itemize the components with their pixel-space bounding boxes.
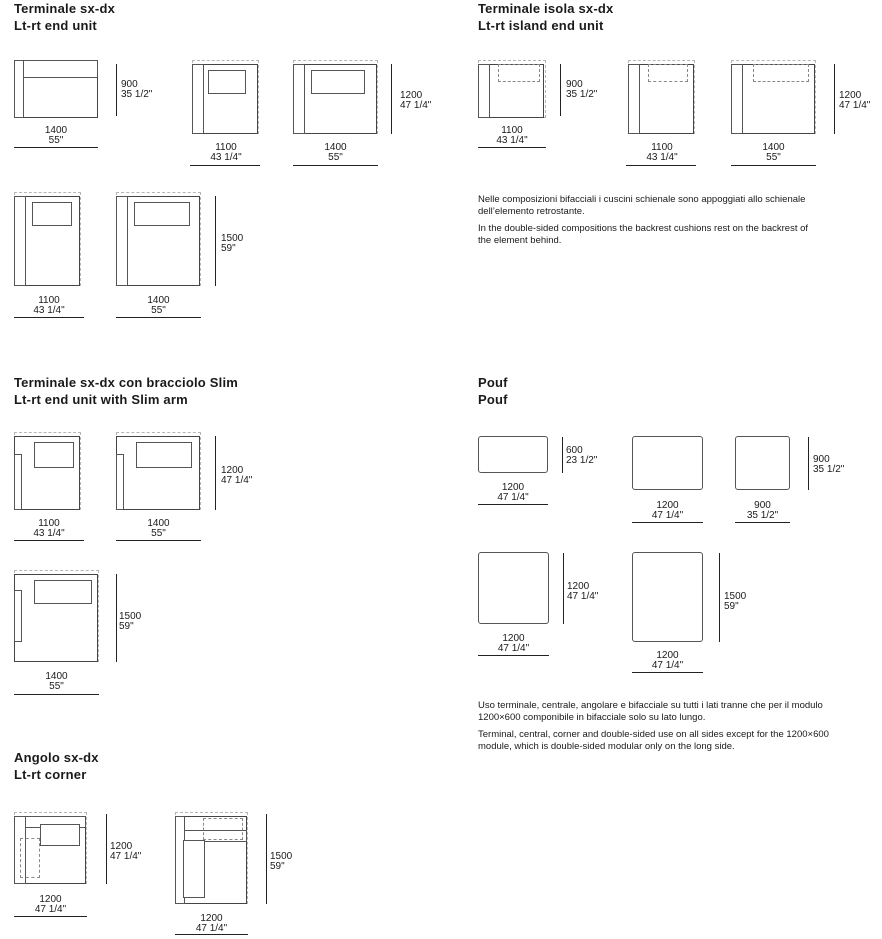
dimension-line bbox=[632, 522, 703, 523]
dimension-line bbox=[14, 694, 99, 695]
dimension-line bbox=[562, 437, 563, 473]
dimension-line bbox=[14, 317, 84, 318]
depth-label: 1500 59" bbox=[724, 591, 747, 612]
dimension-line bbox=[215, 196, 216, 286]
slim-arm-1400x1200-drawing bbox=[116, 432, 201, 510]
depth-label: 1200 47 1/4" bbox=[839, 90, 871, 111]
island-note bbox=[478, 194, 818, 252]
end-unit-1100x1200-drawing bbox=[192, 60, 259, 134]
title-english: Pouf bbox=[478, 392, 508, 407]
dimension-line bbox=[632, 672, 703, 673]
pouf-1200x1500-drawing bbox=[632, 552, 703, 642]
dimension-line bbox=[626, 165, 696, 166]
note-english: Terminal, central, corner and double-sided use on all sides except for the 1200×600 module, which is double-sided modular only on the long side. bbox=[478, 729, 829, 752]
width-label: 1400 55" bbox=[44, 125, 68, 146]
pouf-900x900-drawing bbox=[735, 436, 790, 490]
dimension-line bbox=[14, 540, 84, 541]
width-label: 1200 47 1/4" bbox=[497, 482, 529, 503]
title-english: Lt-rt end unit bbox=[14, 18, 97, 33]
title-english: Lt-rt corner bbox=[14, 767, 87, 782]
title-italian: Terminale sx-dx con bracciolo Slim bbox=[14, 375, 239, 390]
dimension-line bbox=[808, 437, 809, 490]
dimension-line bbox=[266, 814, 267, 904]
dimension-line bbox=[116, 540, 201, 541]
dimension-line bbox=[834, 64, 835, 134]
width-label: 1400 55" bbox=[762, 142, 785, 163]
section-title-corner bbox=[14, 749, 99, 783]
depth-label: 900 35 1/2" bbox=[813, 454, 845, 475]
dimension-line bbox=[478, 655, 549, 656]
slim-arm-1100x1200-drawing bbox=[14, 432, 81, 510]
depth-label: 900 35 1/2" bbox=[121, 79, 153, 100]
corner-1200x1500-drawing bbox=[175, 812, 248, 904]
dimension-line bbox=[14, 916, 87, 917]
title-english: Lt-rt end unit with Slim arm bbox=[14, 392, 188, 407]
dimension-line bbox=[563, 553, 564, 624]
dimension-line bbox=[116, 574, 117, 662]
width-label: 1200 47 1/4" bbox=[195, 913, 228, 934]
depth-label: 1200 47 1/4" bbox=[567, 581, 599, 602]
slim-arm-1400x1500-drawing bbox=[14, 570, 99, 662]
pouf-1200x1200-drawing bbox=[478, 552, 549, 624]
dimension-line bbox=[719, 553, 720, 642]
island-1100x1200-drawing bbox=[628, 60, 695, 134]
island-1100x900-drawing bbox=[478, 60, 546, 118]
note-english: In the double-sided compositions the backrest cushions rest on the backrest of the element behind. bbox=[478, 223, 809, 246]
end-unit-1400x1500-drawing bbox=[116, 192, 201, 286]
dimension-line bbox=[215, 436, 216, 510]
dimension-line bbox=[735, 522, 790, 523]
width-label: 1100 43 1/4" bbox=[646, 142, 678, 163]
corner-1200x1200-drawing bbox=[14, 812, 87, 884]
depth-label: 1200 47 1/4" bbox=[110, 841, 142, 862]
dimension-line bbox=[478, 504, 548, 505]
dimension-line bbox=[560, 64, 561, 116]
width-label: 1100 43 1/4" bbox=[33, 518, 65, 539]
dimension-line bbox=[175, 934, 248, 935]
width-label: 1400 55" bbox=[147, 295, 170, 316]
dimension-line bbox=[478, 147, 546, 148]
dimension-line bbox=[391, 64, 392, 134]
title-italian: Angolo sx-dx bbox=[14, 750, 99, 765]
end-unit-1400x1200-drawing bbox=[293, 60, 378, 134]
width-label: 1100 43 1/4" bbox=[33, 295, 65, 316]
section-title-end-unit bbox=[14, 0, 115, 34]
depth-label: 1500 59" bbox=[221, 233, 244, 254]
note-italian: Nelle composizioni bifacciali i cuscini schienale sono appoggiati allo schienale dell’elemento retrostante. bbox=[478, 194, 806, 217]
depth-label: 1500 59" bbox=[270, 851, 293, 872]
pouf-1200x600-drawing bbox=[478, 436, 548, 473]
width-label: 1100 43 1/4" bbox=[210, 142, 242, 163]
depth-label: 900 35 1/2" bbox=[566, 79, 598, 100]
width-label: 1100 43 1/4" bbox=[496, 125, 528, 146]
dimension-line bbox=[14, 147, 98, 148]
title-italian: Pouf bbox=[478, 375, 508, 390]
section-title-island-end bbox=[478, 0, 613, 34]
dimension-line bbox=[293, 165, 378, 166]
depth-label: 1200 47 1/4" bbox=[221, 465, 253, 486]
width-label: 1400 55" bbox=[324, 142, 347, 163]
width-label: 1200 47 1/4" bbox=[651, 650, 684, 671]
dimension-line bbox=[190, 165, 260, 166]
depth-label: 1200 47 1/4" bbox=[400, 90, 432, 111]
pouf-1200x900-drawing bbox=[632, 436, 703, 490]
width-label: 1200 47 1/4" bbox=[651, 500, 684, 521]
width-label: 1400 55" bbox=[45, 671, 68, 692]
end-unit-1100x1500-drawing bbox=[14, 192, 81, 286]
width-label: 900 35 1/2" bbox=[746, 500, 779, 521]
note-italian: Uso terminale, centrale, angolare e bifacciale su tutti i lati tranne che per il modulo 1200×600 componibile in bifacciale solo su lato lungo. bbox=[478, 700, 823, 723]
width-label: 1200 47 1/4" bbox=[34, 894, 67, 915]
title-english: Lt-rt island end unit bbox=[478, 18, 604, 33]
section-title-pouf bbox=[478, 374, 508, 408]
dimension-line bbox=[116, 317, 201, 318]
island-1400x1200-drawing bbox=[731, 60, 816, 134]
depth-label: 1500 59" bbox=[119, 611, 142, 632]
title-italian: Terminale sx-dx bbox=[14, 1, 116, 16]
width-label: 1400 55" bbox=[147, 518, 170, 539]
dimension-line bbox=[106, 814, 107, 884]
title-italian: Terminale isola sx-dx bbox=[478, 1, 614, 16]
end-unit-1400x900-drawing bbox=[14, 60, 98, 118]
dimension-line bbox=[116, 64, 117, 116]
depth-label: 600 23 1/2" bbox=[566, 445, 598, 466]
dimension-line bbox=[731, 165, 816, 166]
section-title-slim-arm bbox=[14, 374, 238, 408]
width-label: 1200 47 1/4" bbox=[497, 633, 530, 654]
pouf-note bbox=[478, 700, 838, 758]
